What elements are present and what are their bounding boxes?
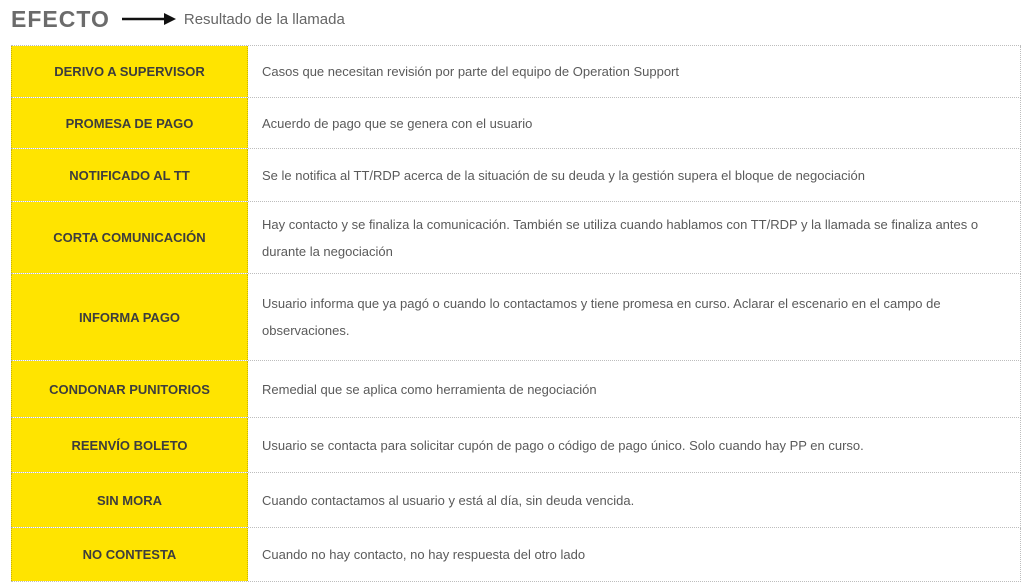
row-description: Hay contacto y se finaliza la comunicación. También se utiliza cuando hablamos con TT/RDP y la llamada se finaliza antes o durante la negociación: [262, 216, 979, 259]
table-row: [11, 274, 1021, 361]
right-arrow-icon: [122, 12, 176, 26]
table-row: [11, 149, 1021, 202]
effects-table: [11, 45, 1021, 582]
table-row: [11, 361, 1021, 418]
row-label: REENVÍO BOLETO: [11, 418, 248, 472]
row-label: SIN MORA: [11, 473, 248, 527]
row-description: Cuando no hay contacto, no hay respuesta del otro lado: [262, 547, 586, 562]
page-subtitle: Resultado de la llamada: [183, 10, 345, 28]
page-header: [11, 4, 345, 34]
row-description: Usuario informa que ya pagó o cuando lo contactamos y tiene promesa en curso. Aclarar el escenario en el campo de observaciones.: [262, 296, 941, 338]
row-label: PROMESA DE PAGO: [11, 98, 248, 148]
table-row: [11, 98, 1021, 149]
row-description: Cuando contactamos al usuario y está al día, sin deuda vencida.: [262, 492, 635, 508]
row-label: CORTA COMUNICACIÓN: [11, 202, 248, 273]
row-label: INFORMA PAGO: [11, 274, 248, 360]
row-label: DERIVO A SUPERVISOR: [11, 46, 248, 97]
table-row: [11, 473, 1021, 528]
row-description: Casos que necesitan revisión por parte del equipo de Operation Support: [262, 64, 679, 79]
row-description: Se le notifica al TT/RDP acerca de la situación de su deuda y la gestión supera el bloque de negociación: [262, 167, 865, 183]
row-description: Usuario se contacta para solicitar cupón de pago o código de pago único. Solo cuando hay PP en curso.: [262, 437, 864, 453]
row-label: NO CONTESTA: [11, 528, 248, 581]
table-row: [11, 418, 1021, 473]
row-label: NOTIFICADO AL TT: [11, 149, 248, 201]
table-row: [11, 202, 1021, 274]
row-label: CONDONAR PUNITORIOS: [11, 361, 248, 417]
row-description: Acuerdo de pago que se genera con el usuario: [262, 115, 533, 131]
row-description: Remedial que se aplica como herramienta de negociación: [262, 381, 597, 397]
table-row: [11, 528, 1021, 582]
table-row: [11, 46, 1021, 98]
page-title: EFECTO: [11, 5, 110, 32]
